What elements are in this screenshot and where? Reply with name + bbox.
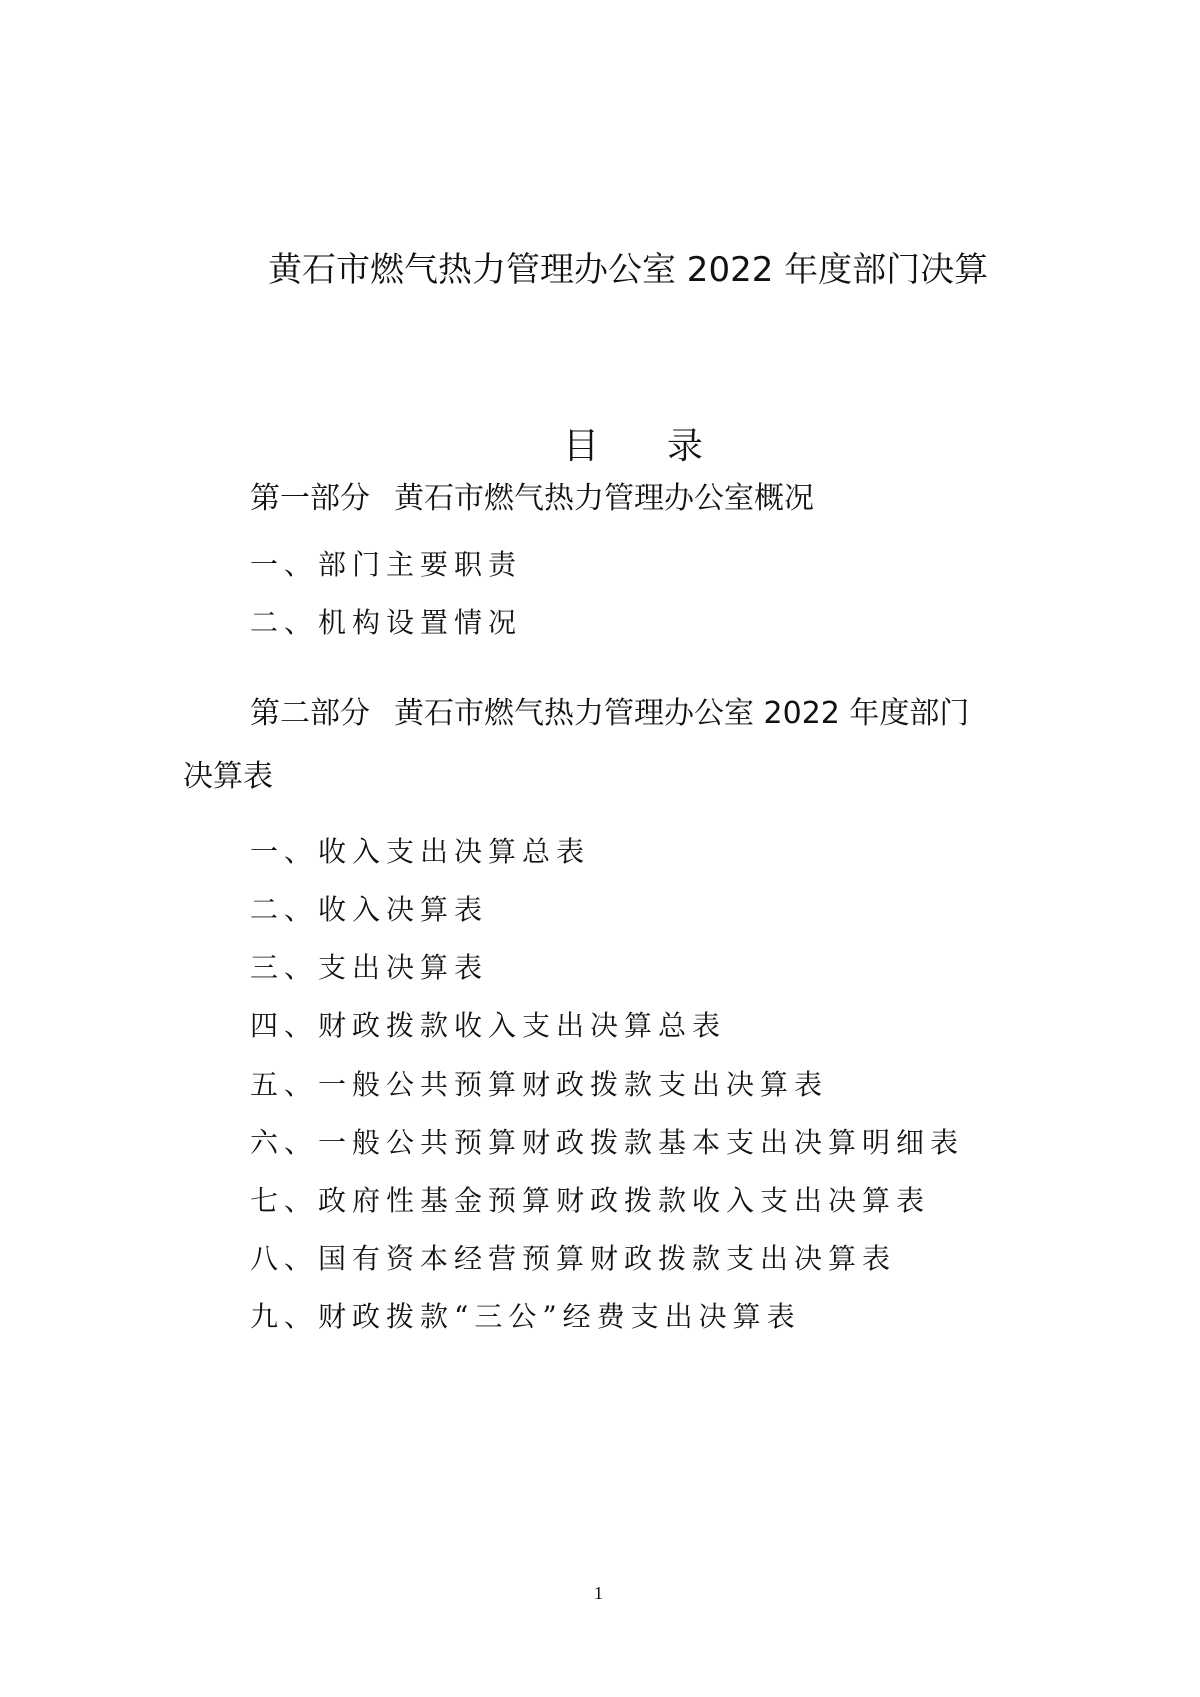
toc-item-part1-2: 二、机构设置情况 [250,606,523,639]
part2-heading [250,694,969,734]
toc-item-part1-1: 一、部门主要职责 [250,548,523,581]
toc-heading: 目录 [563,426,772,467]
toc-item-part2-8: 八、国有资本经营预算财政拨款支出决算表 [250,1242,897,1275]
toc-item-part2-4: 四、财政拨款收入支出决算总表 [250,1009,727,1042]
document-title: 黄石市燃气热力管理办公室 2022 年度部门决算 [268,250,989,290]
toc-item-part2-7: 七、政府性基金预算财政拨款收入支出决算表 [250,1184,931,1217]
page-number: 1 [594,1583,603,1603]
part1-heading [250,479,814,519]
toc-item-part2-3: 三、支出决算表 [250,951,489,984]
toc-item-part2-1: 一、收入支出决算总表 [250,835,591,868]
part2-number: 第二部分 [250,696,370,731]
toc-item-part2-2: 二、收入决算表 [250,893,489,926]
part2-title-line1: 黄石市燃气热力管理办公室 2022 年度部门 [394,696,970,731]
part1-number: 第一部分 [250,481,370,516]
part1-title: 黄石市燃气热力管理办公室概况 [394,481,814,516]
toc-item-part2-6: 六、一般公共预算财政拨款基本支出决算明细表 [250,1126,965,1159]
toc-item-part2-5: 五、一般公共预算财政拨款支出决算表 [250,1068,829,1101]
part2-title-line2: 决算表 [183,759,273,794]
toc-item-part2-9: 九、财政拨款“三公”经费支出决算表 [250,1300,801,1333]
